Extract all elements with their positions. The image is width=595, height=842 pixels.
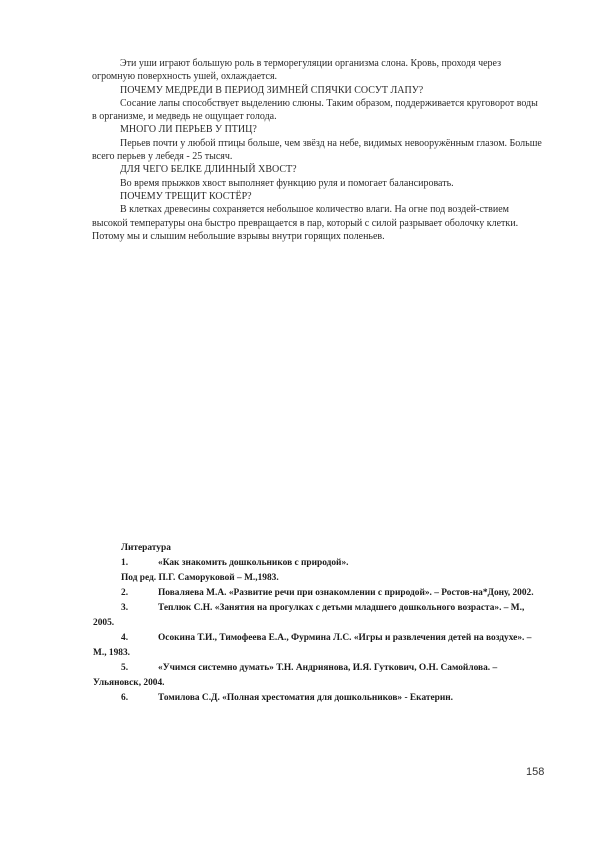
item-number: 1. bbox=[121, 558, 129, 568]
item-text: «Учимся системно думать» Т.Н. Андриянова, И.Я. Гуткович, О.Н. Самойлова. – Ульяновск, 2004. bbox=[93, 663, 498, 688]
paragraph: Во время прыжков хвост выполняет функцию руля и помогает балансировать. bbox=[120, 177, 454, 189]
page-number: 158 bbox=[526, 766, 545, 778]
literature-section bbox=[93, 541, 545, 706]
literature-item bbox=[93, 586, 545, 601]
item-number: 5. bbox=[121, 663, 129, 673]
item-number: 3. bbox=[121, 603, 129, 613]
section-heading: ДЛЯ ЧЕГО БЕЛКЕ ДЛИННЫЙ ХВОСТ? bbox=[120, 164, 297, 176]
item-text: Осокина Т.И., Тимофеева Е.А., Фурмина Л.С. «Игры и развлечения детей на воздухе». – М., 1983. bbox=[93, 633, 532, 658]
item-number: 2. bbox=[121, 588, 129, 598]
item-text: Поваляева М.А. «Развитие речи при ознакомлении с природой». – Ростов-на*Дону, 2002. bbox=[158, 588, 534, 598]
paragraph: В клетках древесины сохраняется небольшое количество влаги. На огне под воздей-ствием высокой температуры она быстро превращается в пар, который с силой разрывает оболочку клетки. Потому мы и слышим небольшие взрывы внутри горящих поленьев. bbox=[92, 204, 519, 242]
paragraph: Эти уши играют большую роль в терморегуляции организма слона. Кровь, проходя через огромную поверхность ушей, охлаждается. bbox=[92, 58, 502, 83]
literature-item bbox=[93, 661, 545, 691]
literature-item bbox=[93, 691, 545, 706]
paragraph: Перьев почти у любой птицы больше, чем звёзд на небе, видимых невооружённым глазом. Больше всего перьев у лебедя - 25 тысяч. bbox=[92, 137, 542, 163]
literature-item bbox=[93, 631, 545, 661]
item-text: Томилова С.Д. «Полная хрестоматия для дошкольников» - Екатерин. bbox=[158, 693, 454, 703]
literature-item bbox=[93, 601, 545, 631]
paragraph: Сосание лапы способствует выделению слюны. Таким образом, поддерживается круговорот воды в организме, и медведь не ощущает голода. bbox=[92, 97, 538, 123]
literature-item bbox=[93, 556, 545, 571]
literature-title: Литература bbox=[121, 543, 171, 553]
section-heading: МНОГО ЛИ ПЕРЬЕВ У ПТИЦ? bbox=[120, 124, 257, 136]
item-number: 4. bbox=[121, 633, 129, 643]
item-text: «Как знакомить дошкольников с природой». bbox=[158, 558, 349, 568]
item-text: Теплюк С.Н. «Занятия на прогулках с детьми младшего дошкольного возраста». – М., 2005. bbox=[93, 603, 525, 628]
section-heading: ПОЧЕМУ МЕДРЕДИ В ПЕРИОД ЗИМНЕЙ СПЯЧКИ СОСУТ ЛАПУ? bbox=[120, 84, 424, 96]
body-text bbox=[92, 57, 544, 243]
literature-item-note: Под ред. П.Г. Саморуковой – М.,1983. bbox=[121, 573, 279, 583]
section-heading: ПОЧЕМУ ТРЕЩИТ КОСТЁР? bbox=[120, 190, 252, 202]
item-number: 6. bbox=[121, 693, 129, 703]
